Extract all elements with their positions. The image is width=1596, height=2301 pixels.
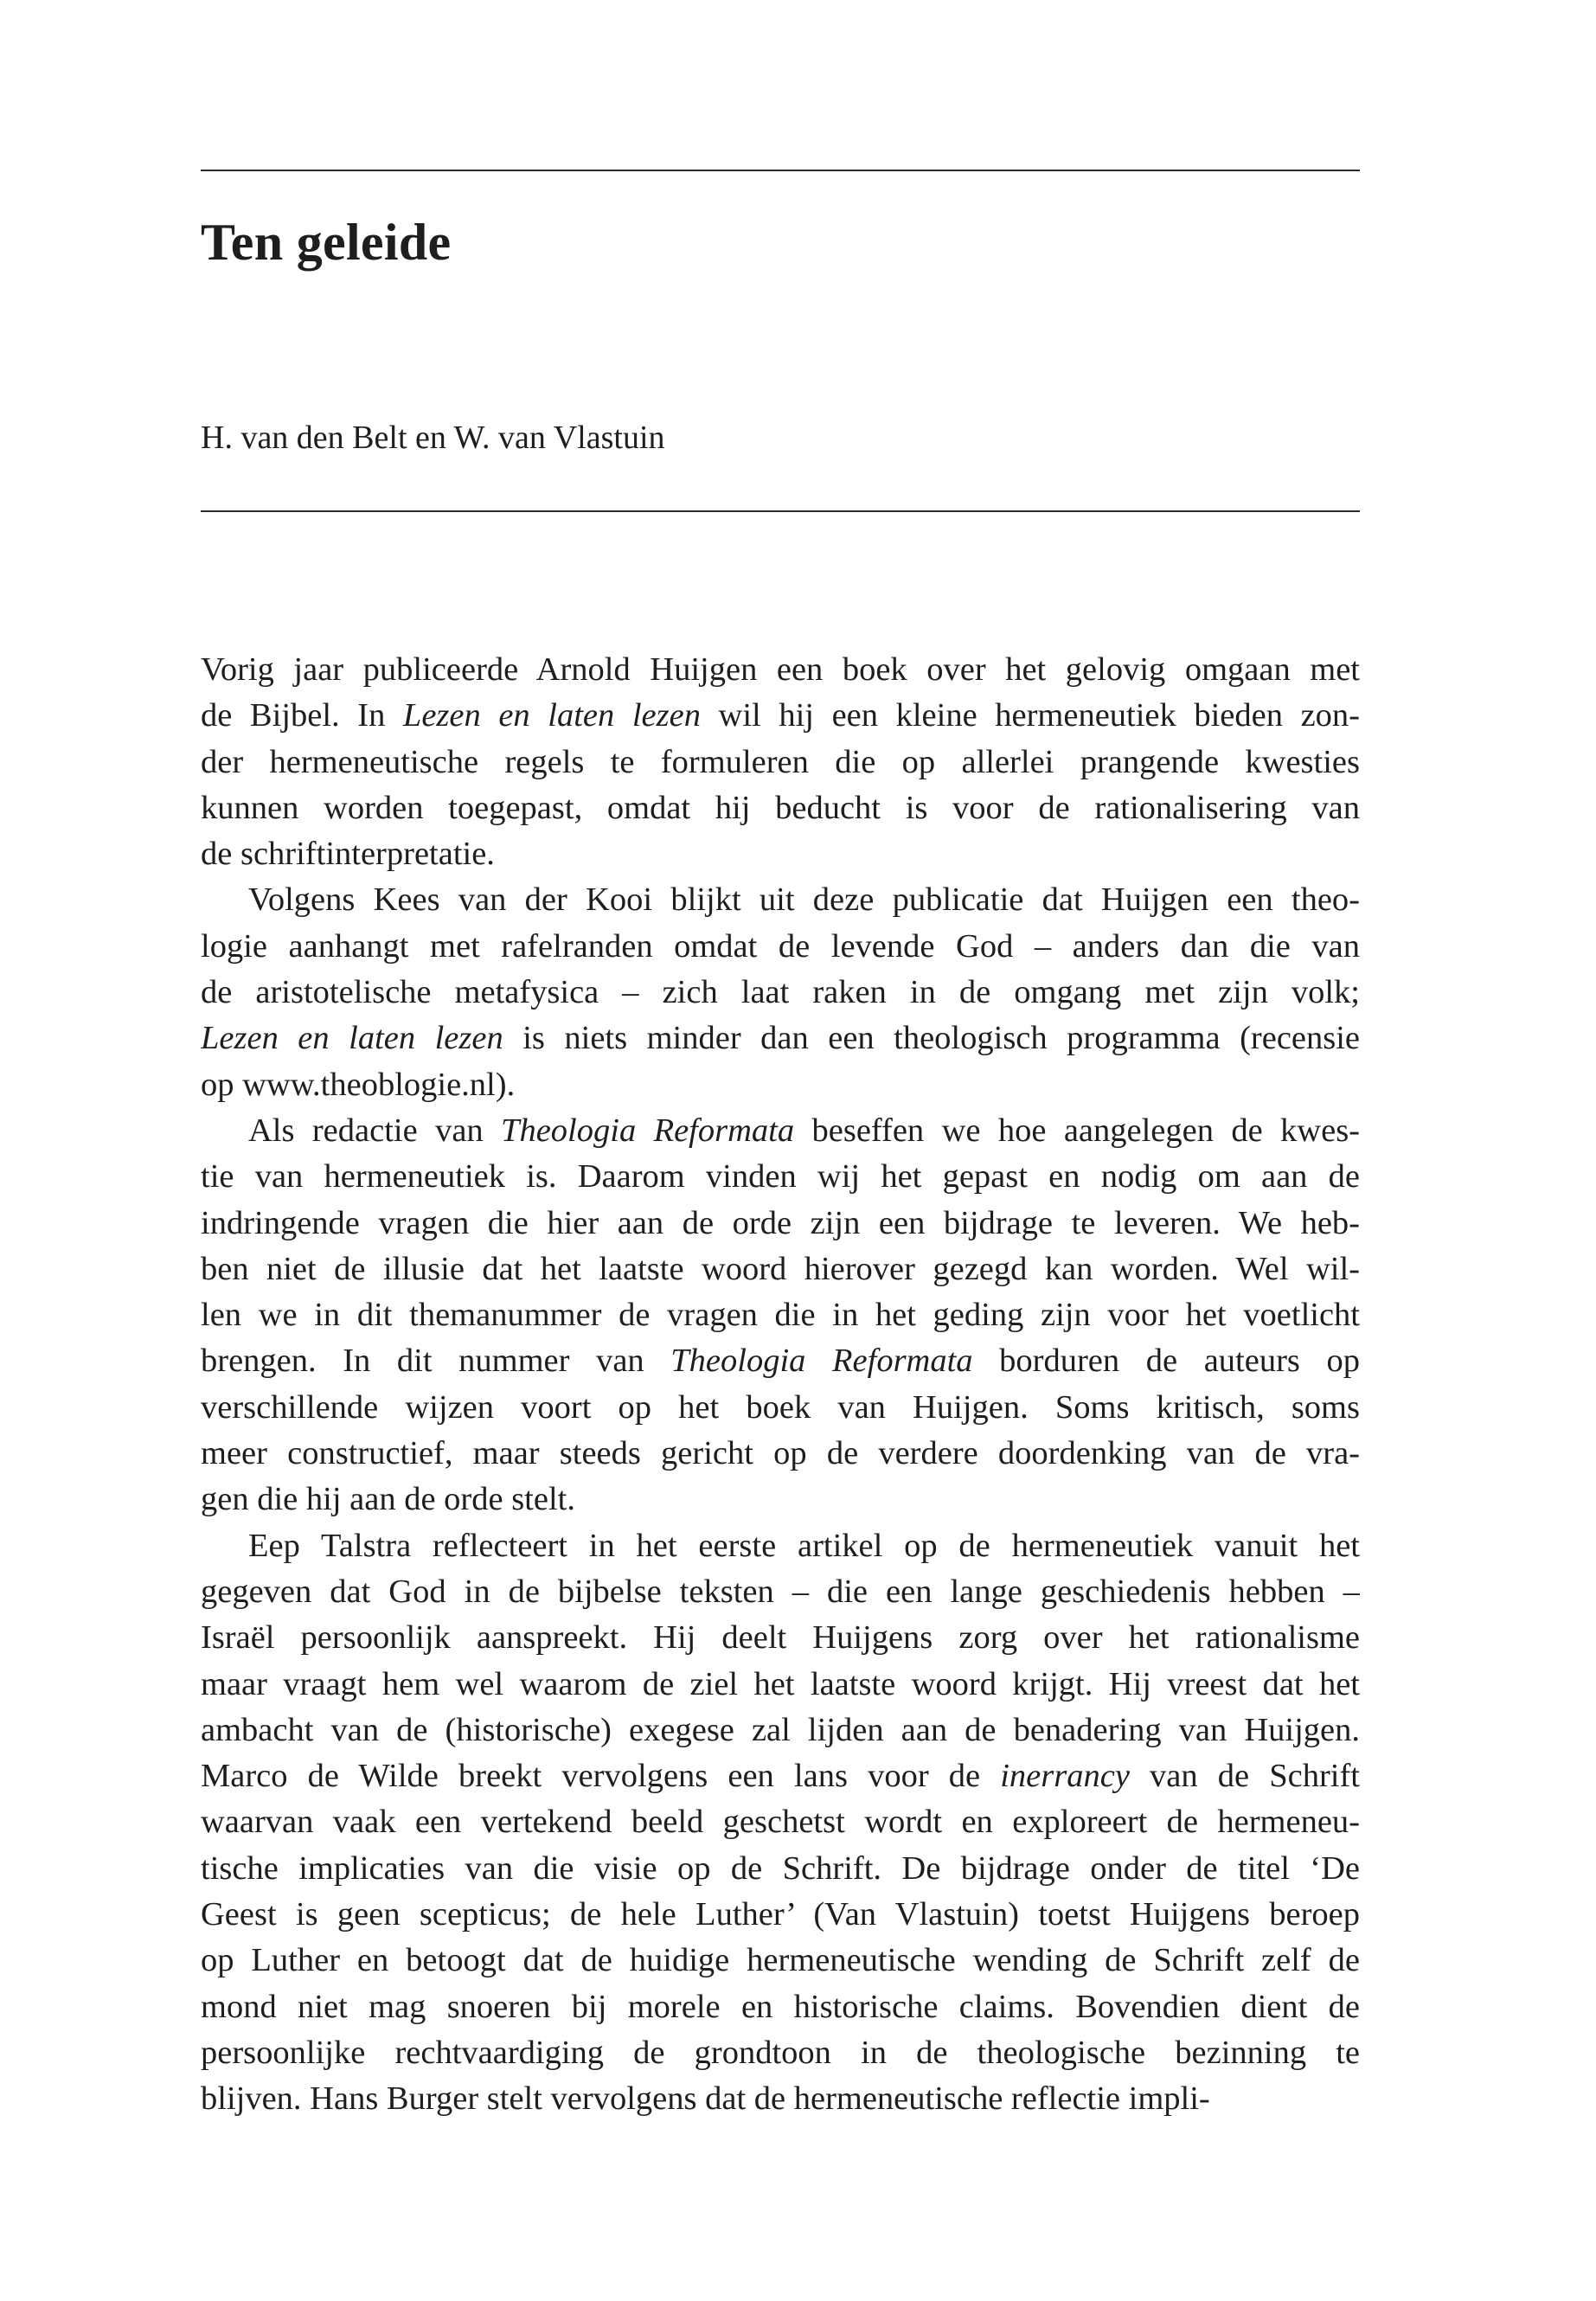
text-run: blijven. Hans Burger stelt vervolgens dat de hermeneutische reflectie impli- <box>201 2080 1210 2118</box>
text-line <box>201 1708 1360 1753</box>
text-line <box>201 1292 1360 1338</box>
text-run: len we in dit themanummer de vragen die in het geding zijn voor het voetlicht <box>201 1297 1360 1334</box>
paragraph <box>201 1523 1360 2123</box>
text-line <box>201 1846 1360 1892</box>
text-run: de schriftinterpretatie. <box>201 836 495 873</box>
italic-title: Theologia Reformata <box>670 1343 973 1380</box>
top-rule <box>201 170 1360 171</box>
text-line <box>201 1016 1360 1061</box>
body-text <box>201 647 1360 2123</box>
paragraph <box>201 1108 1360 1523</box>
text-run: Geest is geen scepticus; de hele Luther’ (Van Vlastuin) toetst Huijgens beroep <box>201 1896 1360 1933</box>
text-run: Vorig jaar publiceerde Arnold Huijgen een boek over het gelovig omgaan met <box>201 651 1360 688</box>
text-line <box>201 1247 1360 1292</box>
text-run: brengen. In dit nummer van <box>201 1343 671 1380</box>
page-title: Ten geleide <box>201 214 452 271</box>
text-run: is niets minder dan een theologisch programma (recensie <box>503 1020 1360 1057</box>
text-run: van de Schrift <box>1129 1758 1360 1795</box>
text-run: persoonlijke rechtvaardiging de grondtoon in de theologische bezinning te <box>201 2034 1360 2071</box>
text-line <box>201 1477 1360 1522</box>
text-run: Volgens Kees van der Kooi blijkt uit deze publicatie dat Huijgen een theo- <box>248 881 1360 919</box>
paragraph <box>201 877 1360 1107</box>
text-line <box>201 877 1360 923</box>
text-line <box>201 647 1360 693</box>
text-run: borduren de auteurs op <box>972 1343 1360 1380</box>
italic-title: Lezen en laten lezen <box>402 697 701 734</box>
text-run: ambacht van de (historische) exegese zal lijden aan de benadering van Huijgen. <box>201 1711 1360 1748</box>
text-run: maar vraagt hem wel waarom de ziel het laatste woord krijgt. Hij vreest dat het <box>201 1665 1360 1702</box>
text-run: op Luther en betoogt dat de huidige hermeneutische wending de Schrift zelf de <box>201 1942 1360 1979</box>
text-line <box>201 1892 1360 1938</box>
text-run: Marco de Wilde breekt vervolgens een lans voor de <box>201 1758 1001 1795</box>
text-run: op www.theoblogie.nl). <box>201 1066 516 1103</box>
italic-title: Lezen en laten lezen <box>201 1020 503 1057</box>
authors: H. van den Belt en W. van Vlastuin <box>201 420 665 456</box>
text-line <box>201 693 1360 739</box>
text-line <box>201 1201 1360 1247</box>
text-run: de aristotelische metafysica – zich laat raken in de omgang met zijn volk; <box>201 974 1360 1011</box>
text-run: gen die hij aan de orde stelt. <box>201 1481 575 1518</box>
text-run: meer constructief, maar steeds gericht op de verdere doordenking van de vra- <box>201 1435 1360 1472</box>
text-line <box>201 785 1360 831</box>
text-run: gegeven dat God in de bijbelse teksten – die een lange geschiedenis hebben – <box>201 1573 1360 1610</box>
paragraph <box>201 647 1360 877</box>
text-run: Israël persoonlijk aanspreekt. Hij deelt Huijgens zorg over het rationalisme <box>201 1619 1360 1657</box>
text-run: de Bijbel. In <box>201 697 403 734</box>
text-line <box>201 970 1360 1016</box>
text-run: ben niet de illusie dat het laatste woord hierover gezegd kan worden. Wel wil- <box>201 1250 1360 1287</box>
text-line <box>201 1753 1360 1799</box>
text-line <box>201 1062 1360 1108</box>
text-line <box>201 2030 1360 2076</box>
text-run: logie aanhangt met rafelranden omdat de levende God – anders dan die van <box>201 927 1360 965</box>
text-line <box>201 1523 1360 1569</box>
text-run: kunnen worden toegepast, omdat hij beducht is voor de rationalisering van <box>201 789 1360 826</box>
text-line <box>201 1108 1360 1154</box>
text-run: tische implicaties van die visie op de Schrift. De bijdrage onder de titel ‘De <box>201 1849 1360 1887</box>
text-line <box>201 1385 1360 1431</box>
text-line <box>201 1338 1360 1384</box>
text-run: beseffen we hoe aangelegen de kwes- <box>794 1112 1360 1149</box>
text-line <box>201 1431 1360 1477</box>
text-line <box>201 831 1360 877</box>
text-run: mond niet mag snoeren bij morele en historische claims. Bovendien dient de <box>201 1988 1360 2025</box>
italic-title: Theologia Reformata <box>501 1112 795 1149</box>
text-run: der hermeneutische regels te formuleren die op allerlei prangende kwesties <box>201 743 1360 780</box>
text-line <box>201 1615 1360 1661</box>
italic-title: inerrancy <box>1000 1758 1130 1795</box>
text-run: tie van hermeneutiek is. Daarom vinden wij het gepast en nodig om aan de <box>201 1158 1360 1195</box>
text-run: verschillende wijzen voort op het boek van Huijgen. Soms kritisch, soms <box>201 1388 1360 1426</box>
text-line <box>201 1569 1360 1615</box>
text-run: waarvan vaak een vertekend beeld geschetst wordt en exploreert de hermeneu- <box>201 1804 1360 1841</box>
text-run: Eep Talstra reflecteert in het eerste artikel op de hermeneutiek vanuit het <box>248 1527 1360 1564</box>
header-rule <box>201 510 1360 512</box>
text-line <box>201 2076 1360 2122</box>
text-run: indringende vragen die hier aan de orde zijn een bijdrage te leveren. We heb- <box>201 1204 1360 1241</box>
text-line <box>201 1154 1360 1200</box>
text-line <box>201 740 1360 785</box>
text-line <box>201 924 1360 970</box>
text-line <box>201 1662 1360 1708</box>
text-line <box>201 1984 1360 2030</box>
text-run: Als redactie van <box>248 1112 502 1149</box>
text-line <box>201 1938 1360 1984</box>
text-line <box>201 1799 1360 1845</box>
text-run: wil hij een kleine hermeneutiek bieden zon- <box>700 697 1360 734</box>
